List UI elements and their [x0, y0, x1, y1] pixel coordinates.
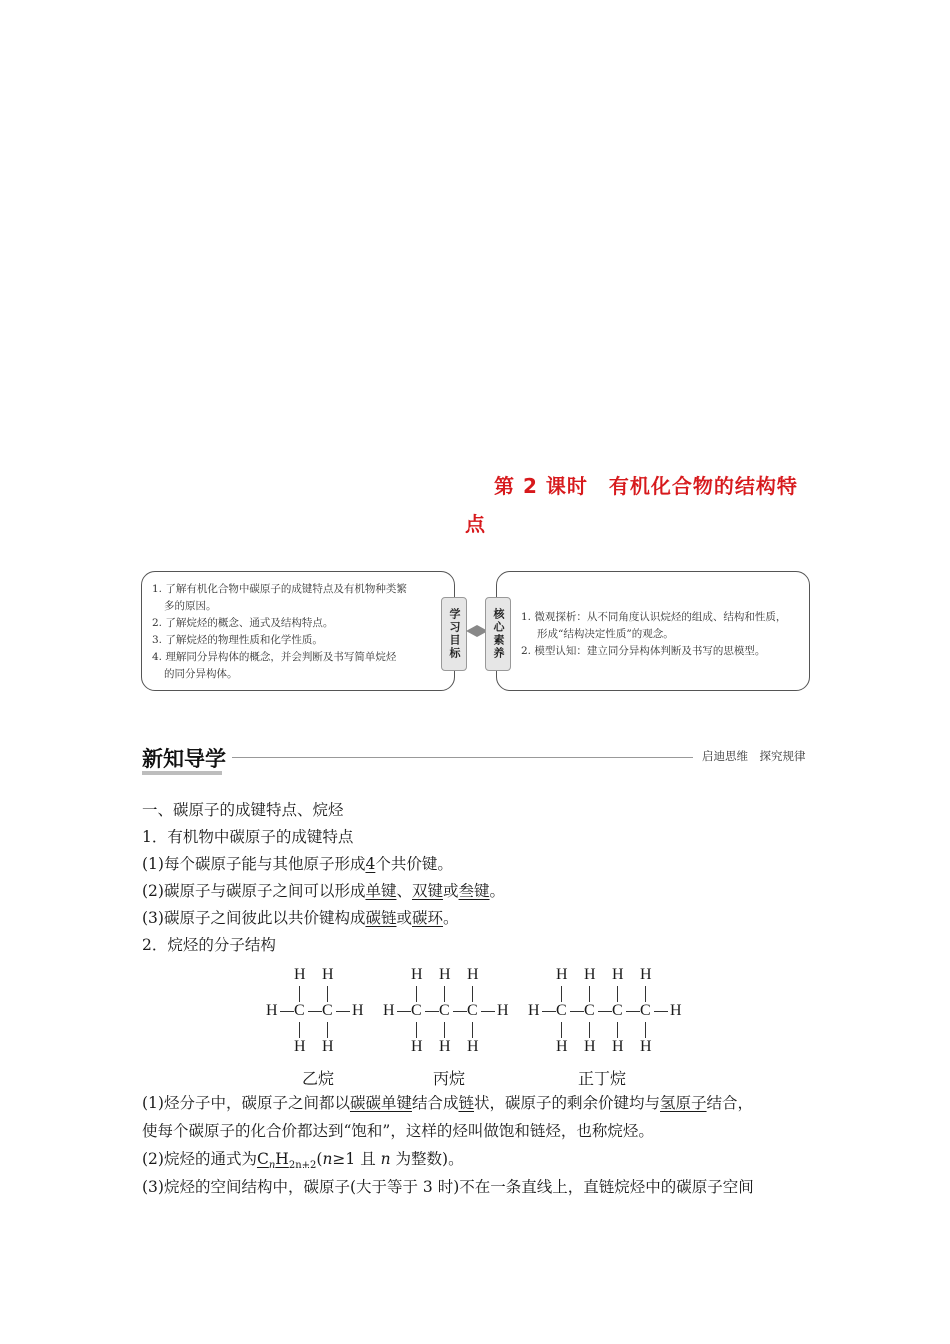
point-3: (3)碳原子之间彼此以共价键构成碳链或碳环。 [142, 909, 459, 927]
propane-atom-h: H [439, 1038, 451, 1055]
ethane-atom-h: H [322, 966, 334, 983]
butane-atom-h: H [612, 966, 624, 983]
lesson-title-line1: 第 2 课时 有机化合物的结构特 [494, 474, 798, 498]
butane-atom-h: H [584, 966, 596, 983]
objectives-tag: 学习目标 [441, 597, 467, 671]
objective-line-1: 1. 了解有机化合物中碳原子的成键特点及有机物种类繁 [152, 583, 407, 595]
propane-atom-h: H [439, 966, 451, 983]
ethane-atom-c: C [322, 1002, 333, 1019]
objective-line-2: 多的原因。 [164, 600, 217, 612]
butane-atom-h: H [556, 1038, 568, 1055]
heading-1-1: 1．有机物中碳原子的成键特点 [142, 828, 354, 846]
ethane-atom-h: H [322, 1038, 334, 1055]
butane-atom-h: H [640, 966, 652, 983]
propane-atom-h: H [467, 1038, 479, 1055]
ethane-atom-h: H [294, 966, 306, 983]
propane-atom-h: H [497, 1002, 509, 1019]
butane-atom-h: H [670, 1002, 682, 1019]
heading-1: 一、碳原子的成键特点、烷烃 [142, 801, 344, 819]
literacy-line-2: 形成“结构决定性质”的观念。 [537, 628, 674, 640]
butane-atom-c: C [584, 1002, 595, 1019]
butane-atom-h: H [640, 1038, 652, 1055]
butane-label: 正丁烷 [578, 1069, 627, 1088]
propane-label: 丙烷 [433, 1069, 466, 1088]
point-2: (2)碳原子与碳原子之间可以形成单键、双键或叁键。 [142, 882, 506, 900]
ethane-label: 乙烷 [302, 1069, 335, 1088]
objective-line-4: 3. 了解烷烃的物理性质和化学性质。 [152, 634, 323, 646]
alkane-point-1: (1)烃分子中，碳原子之间都以碳碳单键结合成链状，碳原子的剩余价键均与氢原子结合， [142, 1094, 754, 1112]
alkane-point-3: (3)烷烃的空间结构中，碳原子(大于等于 3 时)不在一条直线上，直链烷烃中的碳原子空间 [142, 1178, 754, 1196]
ethane-atom-h: H [266, 1002, 278, 1019]
propane-atom-c: C [439, 1002, 450, 1019]
objective-line-3: 2. 了解烷烃的概念、通式及结构特点。 [152, 617, 334, 629]
section-subtitle: 启迪思维 探究规律 [702, 749, 806, 763]
point-1: (1)每个碳原子能与其他原子形成4个共价键。 [142, 855, 453, 873]
heading-1-2: 2．烷烃的分子结构 [142, 936, 276, 954]
ethane-atom-h: H [294, 1038, 306, 1055]
propane-atom-h: H [411, 966, 423, 983]
ethane-atom-h: H [352, 1002, 364, 1019]
objective-line-5: 4. 理解同分异构体的概念，并会判断及书写简单烷烃 [152, 651, 397, 663]
propane-atom-c: C [411, 1002, 422, 1019]
butane-atom-h: H [556, 966, 568, 983]
butane-atom-h: H [584, 1038, 596, 1055]
lesson-title-line2: 点 [465, 512, 486, 536]
propane-atom-h: H [411, 1038, 423, 1055]
butane-atom-h: H [528, 1002, 540, 1019]
alkane-point-1b: 使每个碳原子的化合价都达到“饱和”，这样的烃叫做饱和链烃，也称烷烃。 [142, 1122, 654, 1140]
alkane-formula: (2)烷烃的通式为$C_nH_{2n+2}(n\ge 1$ 且 n 为整数)。 [142, 1150, 464, 1172]
literacy-line-1: 1. 微观探析：从不同角度认识烷烃的组成、结构和性质， [521, 611, 787, 623]
propane-atom-h: H [467, 966, 479, 983]
propane-atom-h: H [383, 1002, 395, 1019]
butane-atom-h: H [612, 1038, 624, 1055]
butane-atom-c: C [640, 1002, 651, 1019]
section-heading: 新知导学 [142, 747, 226, 771]
butane-atom-c: C [612, 1002, 623, 1019]
literacy-line-3: 2. 模型认知：建立同分异构体判断及书写的思模型。 [521, 645, 766, 657]
propane-atom-c: C [467, 1002, 478, 1019]
objective-line-6: 的同分异构体。 [164, 668, 238, 680]
ethane-atom-c: C [294, 1002, 305, 1019]
literacy-tag: 核心素养 [485, 597, 511, 671]
butane-atom-c: C [556, 1002, 567, 1019]
